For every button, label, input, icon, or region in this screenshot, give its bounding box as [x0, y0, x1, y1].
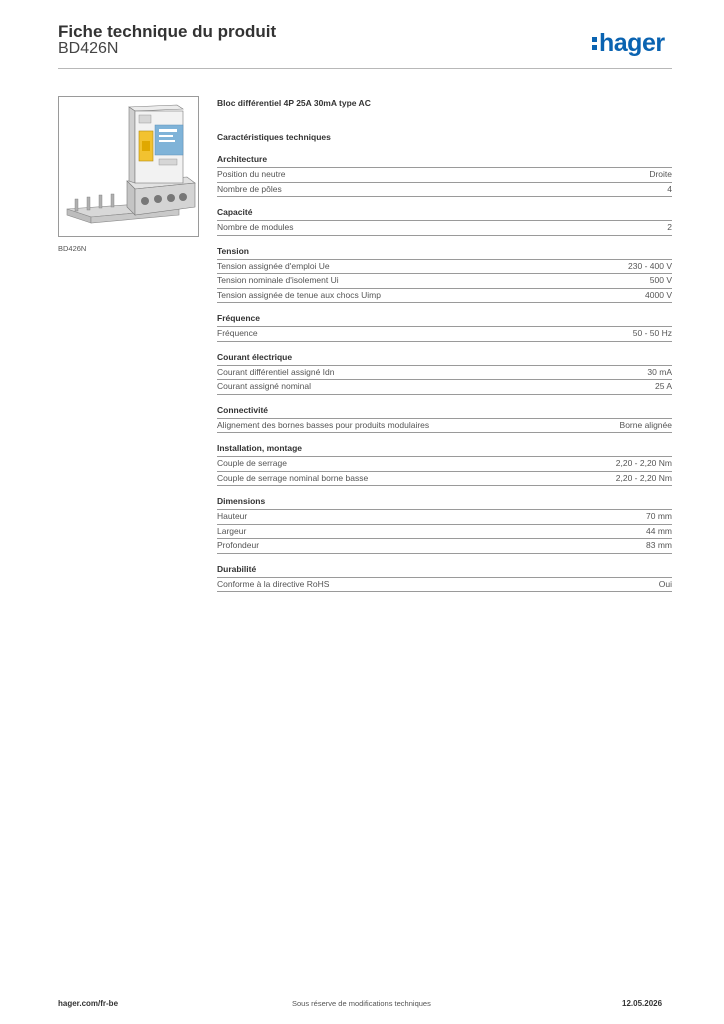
spec-row [217, 380, 672, 395]
spec-group-title: Dimensions [217, 496, 672, 510]
spec-row [217, 457, 672, 472]
footer-website: hager.com/fr-be [58, 999, 119, 1008]
spec-group-title: Installation, montage [217, 443, 672, 457]
spec-row [217, 525, 672, 540]
spec-groups [217, 154, 672, 592]
spec-row [217, 221, 672, 236]
spec-label: Largeur [217, 525, 247, 536]
spec-value: 70 mm [646, 511, 672, 521]
hager-logo [592, 30, 665, 56]
spec-value: 230 - 400 V [628, 260, 672, 271]
product-reference: BD426N [58, 40, 119, 57]
spec-value: 30 mA [647, 366, 672, 377]
spec-row [217, 539, 672, 554]
spec-label: Courant différentiel assigné Idn [217, 366, 335, 377]
spec-group [217, 154, 672, 197]
spec-group [217, 352, 672, 395]
spec-value: 4 [667, 183, 672, 194]
spec-label: Conforme à la directive RoHS [217, 578, 330, 589]
spec-group [217, 496, 672, 554]
logo-wordmark: hager [599, 28, 665, 57]
spec-value: 2,20 - 2,20 Nm [615, 472, 672, 483]
spec-group-title: Connectivité [217, 405, 672, 419]
spec-label: Tension nominale d'isolement Ui [217, 275, 339, 285]
spec-group [217, 313, 672, 342]
spec-row [217, 274, 672, 289]
spec-group [217, 246, 672, 304]
spec-label: Nombre de pôles [217, 183, 282, 194]
spec-value: 500 V [649, 275, 672, 285]
spec-label: Tension assignée d'emploi Ue [217, 260, 330, 271]
circuit-breaker-block-illustration [59, 97, 198, 236]
spec-row [217, 327, 672, 342]
image-caption: BD426N [58, 244, 87, 253]
spec-value: 4000 V [645, 289, 672, 300]
spec-label: Profondeur [217, 540, 260, 550]
spec-row [217, 366, 672, 381]
spec-group [217, 564, 672, 593]
spec-label: Tension assignée de tenue aux chocs Uimp [217, 289, 381, 300]
spec-row [217, 168, 672, 183]
spec-section [217, 96, 672, 602]
spec-group-title: Courant électrique [217, 352, 672, 366]
spec-label: Nombre de modules [217, 222, 294, 232]
spec-value: 2,20 - 2,20 Nm [615, 458, 672, 468]
spec-row [217, 260, 672, 275]
spec-group-title: Durabilité [217, 564, 672, 578]
spec-group-title: Fréquence [217, 313, 672, 327]
spec-row [217, 419, 672, 434]
spec-label: Couple de serrage nominal borne basse [217, 472, 369, 483]
footer-notice: Sous réserve de modifications techniques [292, 999, 431, 1008]
spec-row [217, 510, 672, 525]
spec-label: Courant assigné nominal [217, 381, 312, 391]
spec-group-title: Capacité [217, 207, 672, 221]
spec-value: Oui [658, 578, 672, 589]
spec-row [217, 472, 672, 487]
footer-date: 12.05.2026 [622, 999, 663, 1008]
spec-label: Couple de serrage [217, 458, 287, 468]
spec-group [217, 207, 672, 236]
spec-label: Hauteur [217, 511, 248, 521]
spec-value: 2 [667, 222, 672, 232]
spec-group [217, 405, 672, 434]
spec-value: 44 mm [646, 525, 672, 536]
section-heading: Caractéristiques techniques [217, 132, 331, 142]
product-image [58, 96, 199, 237]
header-divider [58, 68, 672, 69]
spec-value: 25 A [654, 381, 672, 391]
spec-value: Droite [649, 169, 672, 179]
spec-row [217, 289, 672, 304]
spec-row [217, 578, 672, 593]
spec-group-title: Tension [217, 246, 672, 260]
logo-dots-icon [592, 37, 597, 50]
spec-label: Fréquence [217, 328, 258, 338]
spec-row [217, 183, 672, 198]
spec-group-title: Architecture [217, 154, 672, 168]
page-title: Fiche technique du produit [58, 22, 277, 41]
spec-value: 50 - 50 Hz [632, 328, 672, 338]
spec-value: 83 mm [646, 540, 672, 550]
product-description: Bloc différentiel 4P 25A 30mA type AC [217, 98, 371, 108]
spec-label: Position du neutre [217, 169, 286, 179]
spec-group [217, 443, 672, 486]
spec-value: Borne alignée [619, 419, 672, 430]
spec-label: Alignement des bornes basses pour produits modulaires [217, 419, 430, 430]
